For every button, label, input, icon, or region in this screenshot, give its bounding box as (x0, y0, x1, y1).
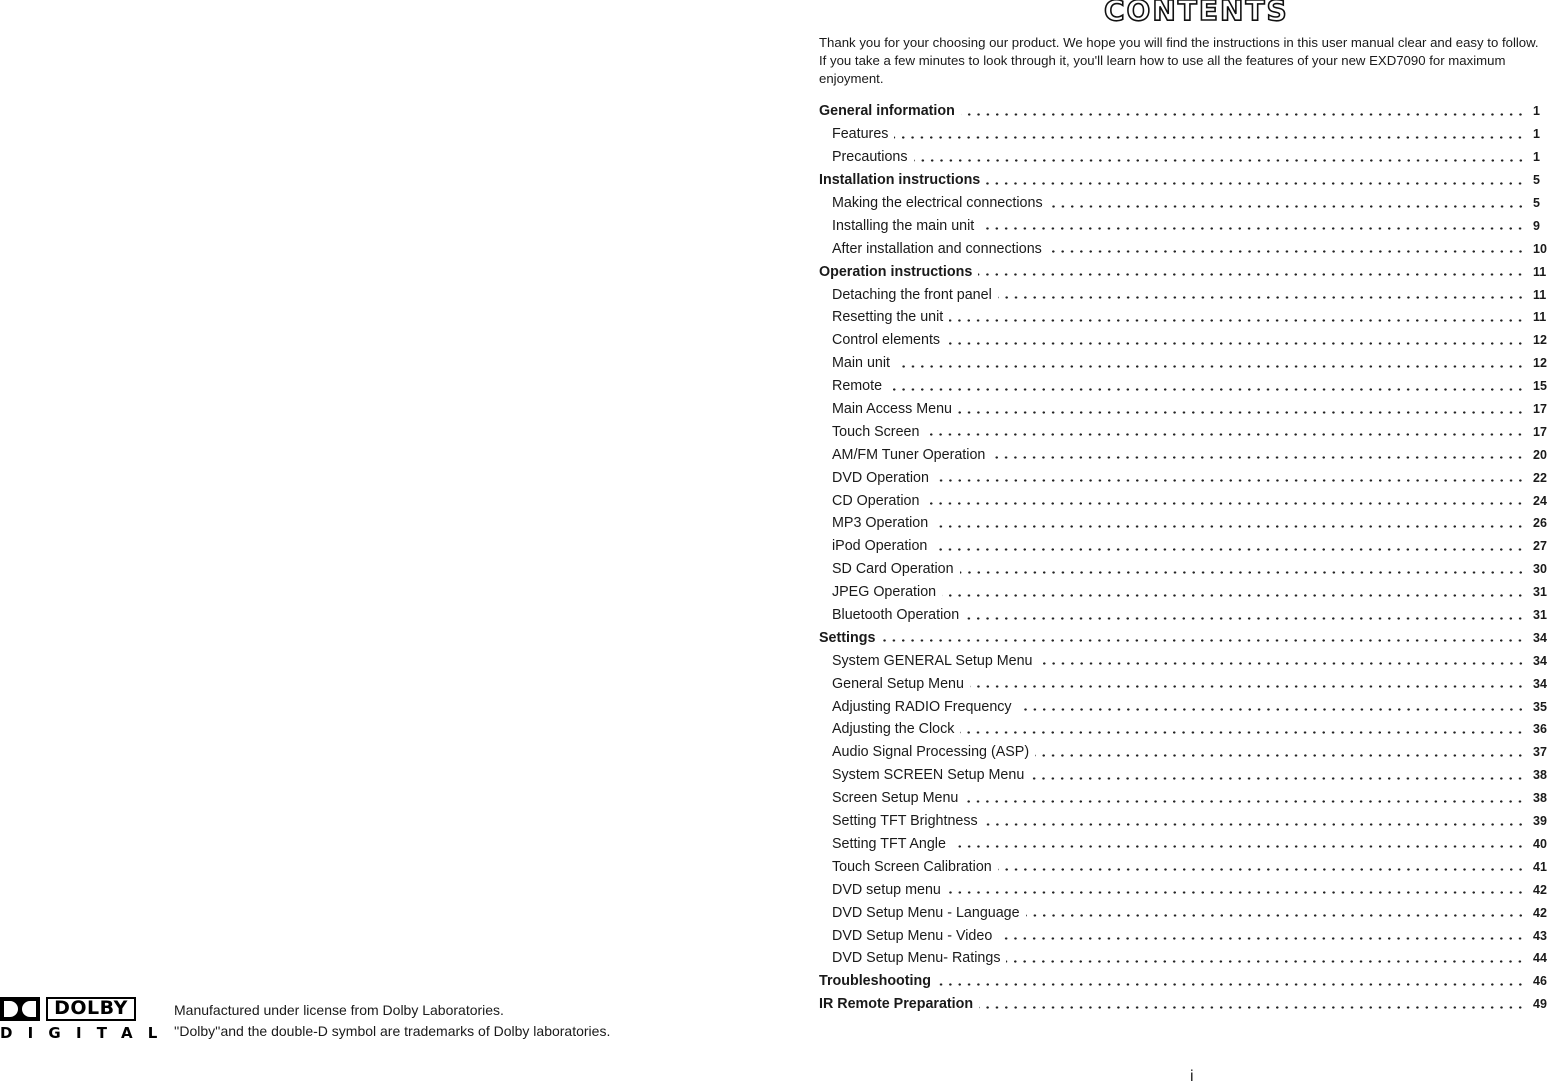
toc-entry-page: 39 (1533, 814, 1547, 829)
dot-leader (1006, 960, 1525, 963)
dot-leader (1039, 662, 1525, 665)
toc-entry-label: General Setup Menu (832, 675, 964, 692)
toc-entry-page: 1 (1533, 127, 1540, 142)
toc-entry (819, 924, 1555, 947)
dot-leader (896, 365, 1525, 368)
dot-leader (970, 685, 1525, 688)
toc-entry-label: Features (832, 126, 889, 143)
toc-entry-label: Detaching the front panel (832, 286, 992, 303)
toc-entry-label: DVD Setup Menu - Language (832, 904, 1020, 921)
toc-entry (819, 375, 1555, 398)
toc-entry (819, 169, 1555, 192)
toc-entry-page: 36 (1533, 722, 1547, 737)
toc-entry-page: 5 (1533, 173, 1540, 188)
dot-leader (1035, 754, 1525, 757)
dolby-wordmark: DOLBY (46, 997, 136, 1021)
model-number: EXD7090 (1369, 53, 1426, 68)
toc-entry-label: DVD Operation (832, 469, 929, 486)
dot-leader (1026, 914, 1525, 917)
toc-entry-page: 1 (1533, 150, 1540, 165)
toc-entry (819, 100, 1555, 123)
toc-entry-page: 44 (1533, 951, 1547, 966)
dot-leader (888, 388, 1525, 391)
toc-entry (819, 535, 1555, 558)
toc-entry (819, 420, 1555, 443)
table-of-contents (819, 100, 1555, 1016)
toc-entry-page: 41 (1533, 859, 1547, 874)
dot-leader (998, 868, 1525, 871)
dot-leader (979, 1006, 1525, 1009)
toc-entry-page: 34 (1533, 630, 1547, 645)
toc-entry (819, 283, 1555, 306)
dot-leader (960, 731, 1525, 734)
toc-entry-label: Screen Setup Menu (832, 790, 959, 807)
toc-entry (819, 993, 1555, 1016)
toc-entry (819, 466, 1555, 489)
toc-entry-label: System SCREEN Setup Menu (832, 767, 1025, 784)
page-title: CONTENTS (1104, 0, 1289, 27)
dot-leader (946, 342, 1525, 345)
dot-leader (935, 479, 1525, 482)
toc-entry-page: 43 (1533, 928, 1547, 943)
dot-leader (925, 502, 1525, 505)
dot-leader (1018, 708, 1525, 711)
dot-leader (964, 800, 1525, 803)
dot-leader (1049, 205, 1525, 208)
toc-entry-label: Operation instructions (819, 263, 973, 280)
toc-entry-page: 40 (1533, 836, 1547, 851)
toc-entry-label: Audio Signal Processing (ASP) (832, 744, 1030, 761)
toc-entry-label: Making the electrical connections (832, 195, 1043, 211)
dot-leader (952, 845, 1525, 848)
dot-leader (978, 273, 1525, 276)
dot-leader (961, 113, 1525, 116)
dot-leader (965, 617, 1525, 620)
toc-entry (819, 329, 1555, 352)
toc-entry-label: JPEG Operation (832, 584, 937, 601)
toc-entry-label: After installation and connections (832, 240, 1042, 257)
toc-entry-label: DVD Setup Menu - Video (832, 927, 993, 944)
toc-entry (819, 901, 1555, 924)
dot-leader (925, 433, 1525, 436)
dot-leader (934, 525, 1525, 528)
toc-entry-label: Adjusting RADIO Frequency (832, 698, 1012, 715)
toc-entry-label: Bluetooth Operation (832, 607, 960, 624)
dot-leader (984, 823, 1525, 826)
license-notice (174, 1000, 610, 1042)
toc-entry (819, 718, 1555, 741)
toc-entry-page: 17 (1533, 424, 1547, 439)
toc-entry (819, 833, 1555, 856)
toc-entry-page: 37 (1533, 745, 1547, 760)
toc-entry (819, 947, 1555, 970)
toc-entry (819, 352, 1555, 375)
double-d-icon (0, 997, 40, 1021)
toc-entry-label: Touch Screen Calibration (832, 858, 992, 875)
toc-entry (819, 672, 1555, 695)
toc-entry (819, 443, 1555, 466)
toc-entry (819, 787, 1555, 810)
toc-entry (819, 237, 1555, 260)
toc-entry (819, 741, 1555, 764)
toc-entry-page: 12 (1533, 356, 1547, 371)
dot-leader (991, 456, 1525, 459)
digital-wordmark: DIGITAL (0, 1024, 173, 1042)
toc-entry-page: 9 (1533, 218, 1540, 233)
toc-entry-page: 42 (1533, 882, 1547, 897)
toc-entry-page: 24 (1533, 493, 1547, 508)
toc-entry-label: DVD setup menu (832, 881, 941, 898)
toc-entry (819, 512, 1555, 535)
toc-entry (819, 626, 1555, 649)
toc-entry-label: Settings (819, 629, 876, 646)
toc-entry (819, 649, 1555, 672)
dot-leader (980, 227, 1525, 230)
toc-entry (819, 581, 1555, 604)
toc-entry-page: 35 (1533, 699, 1547, 714)
toc-entry-page: 22 (1533, 470, 1547, 485)
toc-entry-page: 26 (1533, 516, 1547, 531)
license-line-1: Manufactured under license from Dolby Laboratories. (174, 1002, 504, 1018)
toc-entry (819, 558, 1555, 581)
toc-entry (819, 855, 1555, 878)
toc-entry-page: 11 (1533, 264, 1547, 279)
toc-entry-page: 49 (1533, 997, 1547, 1012)
license-line-2: ''Dolby''and the double-D symbol are trademarks of Dolby laboratories. (174, 1023, 611, 1039)
dot-leader (998, 296, 1525, 299)
toc-entry-page: 12 (1533, 333, 1547, 348)
dot-leader (894, 136, 1525, 139)
dot-leader (947, 891, 1525, 894)
dot-leader (998, 937, 1525, 940)
dot-leader (933, 548, 1525, 551)
toc-entry-label: Precautions (832, 149, 908, 166)
dot-leader (942, 594, 1525, 597)
toc-entry-label: iPod Operation (832, 538, 928, 555)
toc-entry (819, 260, 1555, 283)
toc-entry-page: 38 (1533, 791, 1547, 806)
toc-entry-page: 11 (1533, 287, 1547, 302)
toc-entry-page: 30 (1533, 562, 1547, 577)
toc-entry-label: Installation instructions (819, 172, 981, 189)
toc-entry-label: Main Access Menu (832, 401, 952, 418)
toc-entry-label: Touch Screen (832, 423, 920, 440)
toc-entry (819, 764, 1555, 787)
toc-entry-label: SD Card Operation (832, 561, 954, 578)
toc-entry-page: 34 (1533, 676, 1547, 691)
toc-entry-page: 38 (1533, 768, 1547, 783)
toc-entry-label: Control elements (832, 332, 941, 349)
dot-leader (986, 182, 1525, 185)
toc-entry-label: Main unit (832, 355, 891, 372)
toc-entry-label: Installing the main unit (832, 217, 975, 234)
toc-entry-page: 17 (1533, 402, 1547, 417)
toc-entry (819, 695, 1555, 718)
toc-entry (819, 810, 1555, 833)
toc-entry-page: 10 (1533, 241, 1547, 256)
dot-leader (914, 159, 1526, 162)
dot-leader (1048, 250, 1525, 253)
toc-entry (819, 970, 1555, 993)
toc-entry-label: Setting TFT Angle (832, 835, 946, 852)
toc-entry (819, 192, 1555, 215)
toc-entry-label: Setting TFT Brightness (832, 813, 978, 830)
dot-leader (1030, 777, 1525, 780)
toc-entry-label: General information (819, 103, 955, 120)
toc-entry-page: 31 (1533, 585, 1547, 600)
dot-leader (958, 411, 1525, 414)
dot-leader (937, 983, 1525, 986)
dot-leader (949, 319, 1525, 322)
toc-entry (819, 146, 1555, 169)
toc-entry-page: 27 (1533, 539, 1547, 554)
toc-entry (819, 214, 1555, 237)
toc-entry (819, 123, 1555, 146)
toc-entry-label: Remote (832, 378, 883, 395)
toc-entry-page: 5 (1533, 196, 1540, 210)
toc-entry (819, 489, 1555, 512)
intro-paragraph (819, 34, 1549, 88)
intro-text-end: for maximum enjoyment. (819, 53, 1506, 86)
toc-entry-label: DVD Setup Menu- Ratings (832, 950, 1001, 967)
toc-entry-label: Adjusting the Clock (832, 721, 955, 738)
toc-entry-label: Resetting the unit (832, 309, 944, 326)
page-number: i (1190, 1068, 1194, 1085)
toc-entry-label: CD Operation (832, 492, 920, 509)
toc-entry (819, 878, 1555, 901)
toc-entry-page: 42 (1533, 905, 1547, 920)
intro-text-start: Thank you for your choosing our product. We hope you will find the instructions in this user manual clear and easy to follow. If you take a few minutes to look through it, you'll learn how to use all the features of your new (819, 35, 1539, 68)
toc-entry-page: 11 (1533, 310, 1547, 325)
dot-leader (881, 639, 1525, 642)
toc-entry (819, 604, 1555, 627)
toc-entry-label: Troubleshooting (819, 973, 931, 990)
toc-entry-label: MP3 Operation (832, 515, 929, 532)
dolby-digital-logo (0, 997, 173, 1042)
toc-entry-page: 31 (1533, 608, 1547, 623)
toc-entry-label: System GENERAL Setup Menu (832, 652, 1033, 669)
dot-leader (960, 571, 1525, 574)
toc-entry-label: IR Remote Preparation (819, 996, 974, 1013)
toc-entry-page: 1 (1533, 104, 1540, 119)
toc-entry-page: 46 (1533, 974, 1547, 989)
toc-entry-page: 34 (1533, 653, 1547, 668)
toc-entry-label: AM/FM Tuner Operation (832, 446, 986, 463)
toc-entry-page: 20 (1533, 447, 1547, 462)
toc-entry (819, 398, 1555, 421)
toc-entry-page: 15 (1533, 379, 1547, 394)
toc-entry (819, 306, 1555, 329)
